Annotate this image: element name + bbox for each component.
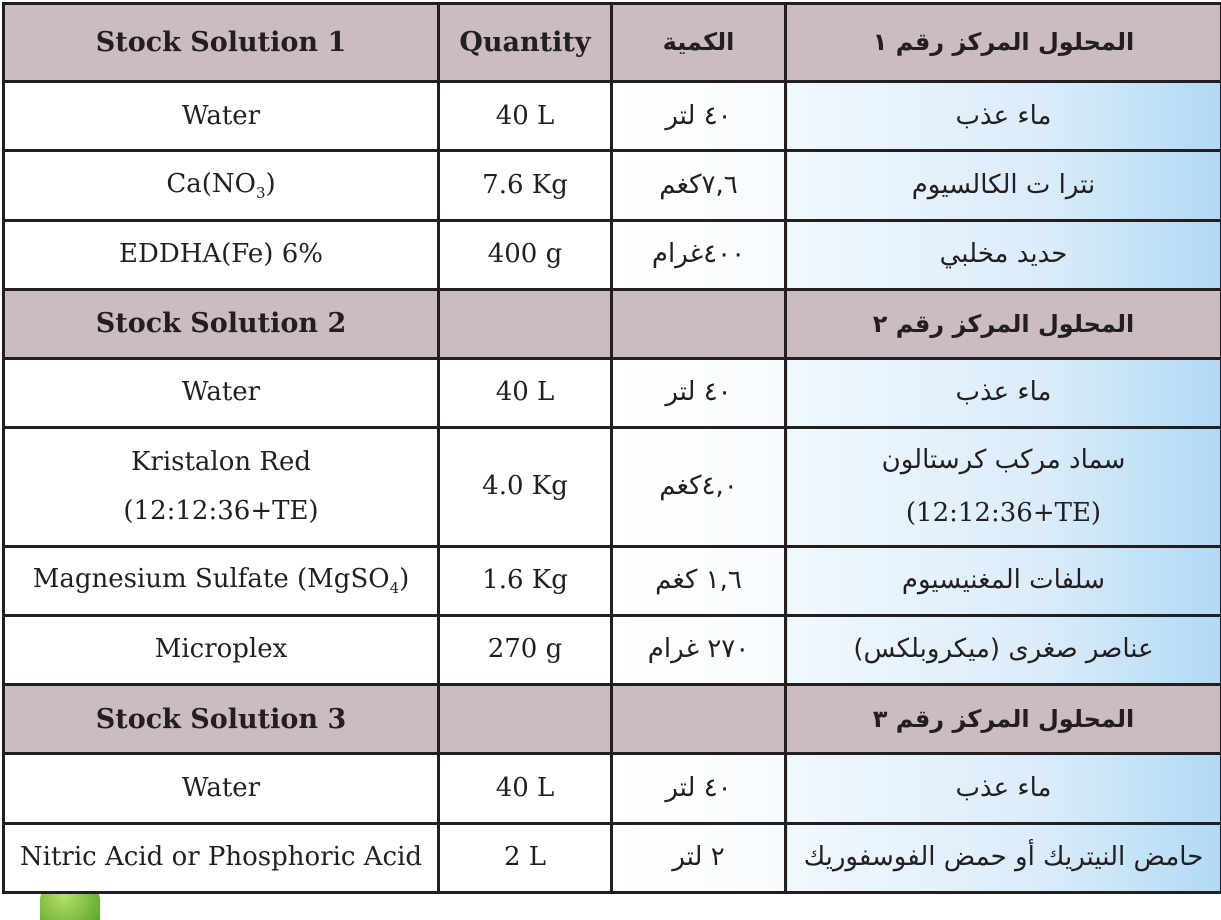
quantity-heading-arabic: الكمية — [612, 4, 786, 82]
stock-solution-3-heading-arabic: المحلول المركز رقم ٣ — [786, 685, 1221, 754]
empty-cell — [439, 289, 612, 358]
ingredient-name: Microplex — [4, 615, 439, 684]
quantity-heading: Quantity — [439, 4, 612, 82]
stock-solution-2-heading-arabic: المحلول المركز رقم ٢ — [786, 289, 1221, 358]
ingredient-name-arabic: حامض النيتريك أو حمض الفوسفوريك — [786, 823, 1221, 892]
stock-solution-1-heading: Stock Solution 1 — [4, 4, 439, 82]
table-row — [4, 615, 1221, 684]
empty-cell — [612, 289, 786, 358]
ingredient-quantity: 4.0 Kg — [439, 428, 612, 546]
ingredient-name: $Ca(NO_3)$ — [4, 151, 439, 220]
ingredient-name-arabic: نترا ت الكالسيوم — [786, 151, 1221, 220]
table-row — [4, 151, 1221, 220]
table-row — [4, 823, 1221, 892]
table-row — [4, 754, 1221, 823]
ingredient-quantity: 40 L — [439, 82, 612, 151]
stock-solutions-table — [2, 2, 1221, 894]
ingredient-name-arabic: ماء عذب — [786, 82, 1221, 151]
empty-cell — [439, 685, 612, 754]
table-row — [4, 359, 1221, 428]
ingredient-name: Kristalon Red (12:12:36+TE) — [4, 428, 439, 546]
ingredient-name-arabic: سلفات المغنيسيوم — [786, 546, 1221, 615]
section-header-row — [4, 289, 1221, 358]
ingredient-quantity-arabic: ٤٠ لتر — [612, 359, 786, 428]
ingredient-name: Water — [4, 754, 439, 823]
ingredient-name: Magnesium Sulfate (MgSO$_4$) — [4, 546, 439, 615]
ingredient-name: EDDHA(Fe) 6% — [4, 220, 439, 289]
ingredient-quantity-arabic: ٢ لتر — [612, 823, 786, 892]
table-row — [4, 546, 1221, 615]
ingredient-quantity: 7.6 Kg — [439, 151, 612, 220]
ingredient-quantity-arabic: ٤٠ لتر — [612, 82, 786, 151]
stock-solution-3-heading: Stock Solution 3 — [4, 685, 439, 754]
ingredient-name: Water — [4, 82, 439, 151]
ingredient-name-arabic: سماد مركب كرستالون (12:12:36+TE) — [786, 428, 1221, 546]
ingredient-quantity: 270 g — [439, 615, 612, 684]
ingredient-name-arabic: عناصر صغرى (ميكروبلكس) — [786, 615, 1221, 684]
ingredient-quantity-arabic: ٧,٦كغم — [612, 151, 786, 220]
ingredient-name: Water — [4, 359, 439, 428]
ingredient-quantity-arabic: ٤٠٠غرام — [612, 220, 786, 289]
ingredient-quantity-arabic: ١,٦ كغم — [612, 546, 786, 615]
ingredient-quantity-arabic: ٢٧٠ غرام — [612, 615, 786, 684]
ingredient-quantity-arabic: ٤٠ لتر — [612, 754, 786, 823]
ingredient-quantity-arabic: ٤,٠كغم — [612, 428, 786, 546]
ingredient-quantity: 1.6 Kg — [439, 546, 612, 615]
ingredient-name-arabic: ماء عذب — [786, 359, 1221, 428]
ingredient-quantity: 40 L — [439, 359, 612, 428]
table-row — [4, 82, 1221, 151]
stock-solution-2-heading: Stock Solution 2 — [4, 289, 439, 358]
table-row — [4, 428, 1221, 546]
empty-cell — [612, 685, 786, 754]
ingredient-quantity: 40 L — [439, 754, 612, 823]
section-header-row — [4, 685, 1221, 754]
table-row — [4, 220, 1221, 289]
ingredient-quantity: 2 L — [439, 823, 612, 892]
stock-solution-1-heading-arabic: المحلول المركز رقم ١ — [786, 4, 1221, 82]
ingredient-quantity: 400 g — [439, 220, 612, 289]
ingredient-name-arabic: ماء عذب — [786, 754, 1221, 823]
ingredient-name: Nitric Acid or Phosphoric Acid — [4, 823, 439, 892]
ingredient-name-arabic: حديد مخلبي — [786, 220, 1221, 289]
header-row — [4, 4, 1221, 82]
